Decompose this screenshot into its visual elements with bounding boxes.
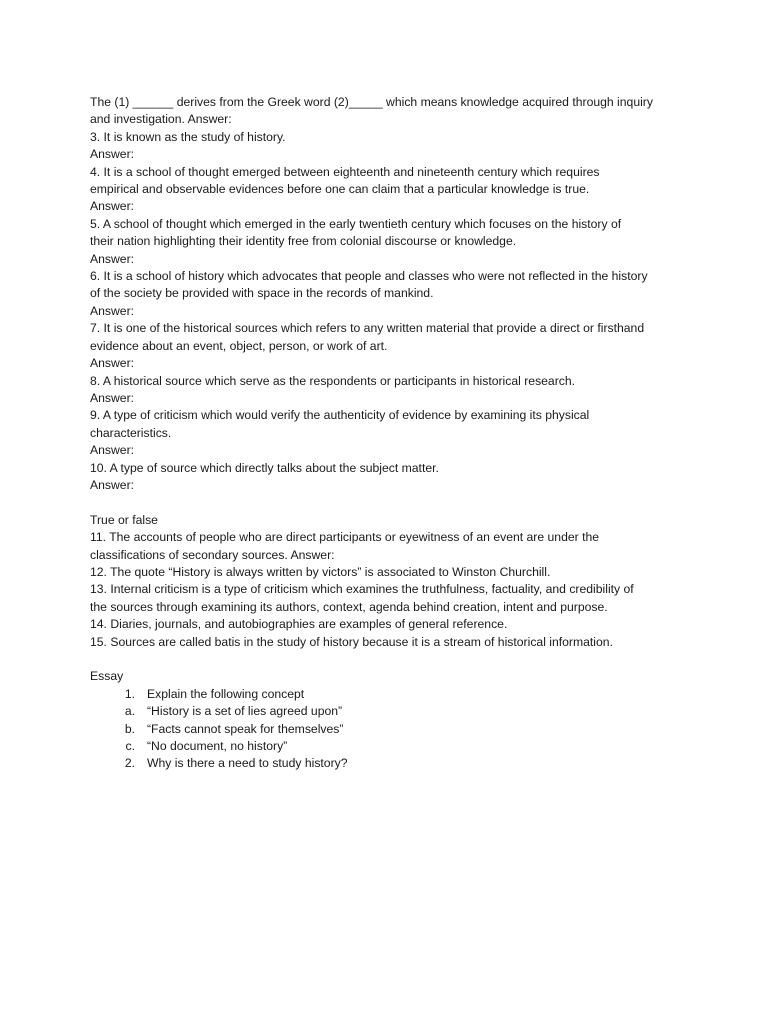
answer-line: Answer: — [90, 356, 135, 371]
section-heading: True or false — [90, 512, 158, 527]
list-item-text: “History is a set of lies agreed upon” — [147, 704, 343, 719]
text-line: the sources through examining its authors, context, agenda behind creation, intent and purpose. — [90, 599, 608, 614]
text-line: 6. It is a school of history which advocates that people and classes who were not reflected in the history — [90, 269, 648, 284]
text-line: 13. Internal criticism is a type of criticism which examines the truthfulness, factuality, and credibility of — [90, 582, 634, 597]
text-line: empirical and observable evidences before one can claim that a particular knowledge is true. — [90, 182, 590, 197]
text-line: 14. Diaries, journals, and autobiographies are examples of general reference. — [90, 617, 508, 632]
list-item — [90, 703, 690, 720]
answer-line: Answer: — [90, 303, 135, 318]
document-page — [90, 94, 690, 773]
list-item — [90, 738, 690, 755]
section-spacer — [90, 494, 690, 511]
text-line: 5. A school of thought which emerged in the early twentieth century which focuses on the history of — [90, 216, 622, 231]
text-line: 12. The quote “History is always written by victors” is associated to Winston Churchill. — [90, 564, 551, 579]
list-item-text: Why is there a need to study history? — [147, 756, 348, 771]
list-item-text: “Facts cannot speak for themselves” — [147, 721, 344, 736]
text-line: and investigation. Answer: — [90, 112, 232, 127]
answer-line: Answer: — [90, 390, 135, 405]
list-item — [90, 721, 690, 738]
list-marker: 1. — [124, 686, 135, 701]
text-line: 4. It is a school of thought emerged between eighteenth and nineteenth century which requires — [90, 164, 600, 179]
text-line: The (1) ______ derives from the Greek word (2)_____ which means knowledge acquired through inquiry — [90, 95, 653, 109]
text-line: 15. Sources are called batis in the study of history because it is a stream of historical information. — [90, 634, 613, 649]
answer-line: Answer: — [90, 443, 135, 458]
text-line: 7. It is one of the historical sources which refers to any written material that provide a direct or firsthand — [90, 321, 645, 336]
list-marker: a. — [124, 704, 135, 719]
answer-line: Answer: — [90, 147, 135, 162]
quiz-section — [90, 94, 690, 494]
text-line: classifications of secondary sources. Answer: — [90, 547, 335, 562]
text-line: of the society be provided with space in the records of mankind. — [90, 286, 434, 301]
list-item-text: “No document, no history” — [147, 739, 288, 753]
text-line: 3. It is known as the study of history. — [90, 129, 286, 144]
answer-line: Answer: — [90, 477, 135, 492]
list-marker: 2. — [124, 756, 135, 771]
true-false-section — [90, 512, 690, 651]
text-line: 10. A type of source which directly talks about the subject matter. — [90, 460, 439, 475]
text-line: 11. The accounts of people who are direct participants or eyewitness of an event are under the — [90, 530, 600, 545]
text-line: evidence about an event, object, person, or work of art. — [90, 338, 388, 353]
text-line: 9. A type of criticism which would verify the authenticity of evidence by examining its physical — [90, 408, 590, 423]
text-line: characteristics. — [90, 425, 172, 440]
section-heading: Essay — [90, 669, 124, 684]
text-line: 8. A historical source which serve as the respondents or participants in historical research. — [90, 373, 576, 388]
answer-line: Answer: — [90, 199, 135, 214]
list-item — [90, 686, 690, 703]
essay-section — [90, 668, 690, 772]
list-item — [90, 755, 690, 772]
text-line: their nation highlighting their identity free from colonial discourse or knowledge. — [90, 234, 517, 249]
section-spacer — [90, 651, 690, 668]
list-marker: b. — [124, 721, 135, 736]
list-item-text: Explain the following concept — [147, 686, 305, 701]
list-marker: c. — [125, 739, 135, 753]
answer-line: Answer: — [90, 251, 135, 266]
